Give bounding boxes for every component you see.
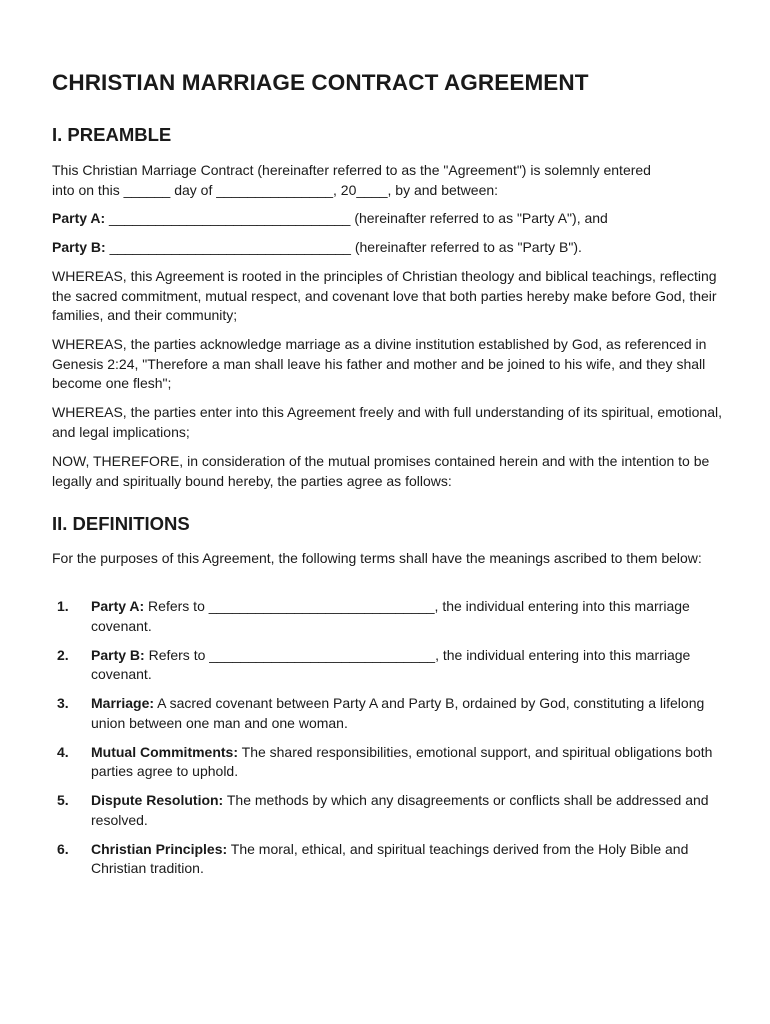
party-a-text: _______________________________ (hereinafter referred to as "Party A"), and (105, 210, 608, 226)
definition-number: 6. (57, 840, 69, 857)
definition-term: Christian Principles: (91, 840, 228, 857)
preamble-intro (52, 161, 728, 200)
definition-number: 3. (57, 695, 69, 711)
definition-term: Dispute Resolution: (91, 792, 224, 808)
now-therefore-clause: NOW, THEREFORE, in consideration of the mutual promises contained herein and with the intention to be legally and spiritually bound hereby, the parties agree as follows: (52, 453, 710, 489)
definition-text: A sacred covenant between Party A and Party B, ordained by God, constituting a lifelong union between one man and one woman. (91, 695, 705, 731)
definition-item-marriage (52, 694, 732, 733)
definition-text: Refers to _____________________________, the individual entering into this marriage covenant. (91, 646, 691, 682)
party-a-label: Party A: (52, 210, 106, 226)
definitions-heading: II. DEFINITIONS (52, 513, 190, 534)
definition-term: Marriage: (91, 695, 155, 711)
whereas-clause-1: WHEREAS, this Agreement is rooted in the principles of Christian theology and biblical teachings, reflecting the sacred commitment, mutual respect, and covenant love that both parties hereby make before God, their families, and their community; (52, 268, 717, 323)
party-b-text: _______________________________ (hereinafter referred to as "Party B"). (105, 239, 582, 255)
definition-number: 5. (57, 792, 69, 808)
definition-number: 1. (57, 598, 69, 614)
definition-item-party-a (52, 597, 732, 636)
definition-text: Refers to _____________________________, the individual entering into this marriage covenant. (91, 598, 690, 634)
definition-number: 4. (57, 743, 69, 760)
party-b-line (52, 238, 728, 258)
preamble-intro-line2: into on this ______ day of _______________, 20____, by and between: (52, 181, 499, 198)
definition-item-mutual-commitments (52, 743, 732, 782)
party-a-line (52, 209, 728, 229)
definition-term: Party A: (91, 598, 145, 614)
preamble-heading: I. PREAMBLE (52, 124, 172, 145)
definition-item-dispute-resolution (52, 791, 732, 830)
definition-text: The methods by which any disagreements or conflicts shall be addressed and resolved. (91, 792, 709, 828)
definition-item-party-b (52, 646, 732, 685)
definition-term: Party B: (91, 646, 145, 663)
preamble-intro-line1: This Christian Marriage Contract (hereinafter referred to as the "Agreement") is solemnly entered (52, 162, 651, 178)
definition-number: 2. (57, 646, 69, 663)
definitions-list (52, 597, 732, 888)
definition-item-christian-principles (52, 840, 732, 879)
document-title: CHRISTIAN MARRIAGE CONTRACT AGREEMENT (52, 70, 589, 95)
definition-text: The moral, ethical, and spiritual teachings derived from the Holy Bible and Christian tradition. (91, 840, 689, 876)
definition-text: The shared responsibilities, emotional support, and spiritual obligations both parties agree to uphold. (91, 743, 713, 779)
whereas-clause-3: WHEREAS, the parties enter into this Agreement freely and with full understanding of its spiritual, emotional, and legal implications; (52, 404, 723, 440)
party-b-label: Party B: (52, 239, 106, 255)
definitions-intro: For the purposes of this Agreement, the following terms shall have the meanings ascribed to them below: (52, 550, 702, 566)
whereas-clause-2: WHEREAS, the parties acknowledge marriage as a divine institution established by God, as referenced in Genesis 2:24, "Therefore a man shall leave his father and mother and be joined to his wife, and they shall become one flesh"; (52, 336, 707, 391)
definition-term: Mutual Commitments: (91, 743, 238, 760)
